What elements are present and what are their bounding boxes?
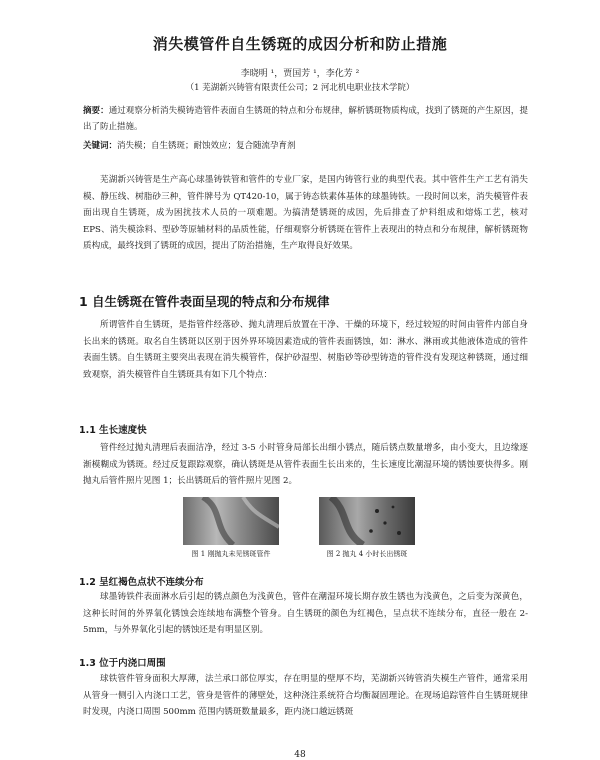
subsection-1-2-paragraph: 球墨铸铁件表面淋水后引起的锈点颜色为浅黄色，管件在潮湿环境长期存放生锈也为浅黄色，之后变为深黄色，这种长时间的外界氧化锈蚀会连续地布满整个管身。自生锈斑的颜色为红褐色，呈点状不连续分布，直径一般在 2-5mm，与外界氧化引起的锈蚀还是有明显区别。 bbox=[83, 592, 528, 635]
abstract-label: 摘要： bbox=[83, 106, 109, 116]
abstract bbox=[83, 103, 528, 135]
affiliation: （1 芜湖新兴铸管有限责任公司；2 河北机电职业技术学院） bbox=[185, 83, 415, 93]
page-number: 48 bbox=[294, 750, 306, 760]
figure-2-photo bbox=[319, 497, 415, 545]
author-list: 李晓明 ¹，贾国芳 ¹，李化芳 ² bbox=[240, 69, 360, 79]
subsection-1-1-paragraph: 管件经过抛丸清理后表面洁净，经过 3-5 小时管身局部长出细小锈点，随后锈点数量增多，由小变大，且边缘逐渐模糊成为锈斑。经过反复跟踪观察，确认锈斑是从管件表面生长出来的，生长速度比潮湿环境的锈蚀要快得多。刚抛丸后管件照片见图 1；长出锈斑后的管件照片见图 2。 bbox=[83, 443, 528, 486]
keywords-text: 消失模；自生锈斑；耐蚀效应；复合随流孕育剂 bbox=[117, 141, 296, 151]
subsection-1-3-heading: 1.3 位于内浇口周围 bbox=[79, 658, 166, 669]
intro-paragraph: 芜湖新兴铸管是生产高心球墨铸铁管和管件的专业厂家，是国内铸管行业的典型代表。其中管件生产工艺有消失模、静压线、树脂砂三种，管件牌号为 QT420-10，属于铸态铁素体基体的球墨铸铁。一段时间以来，消失模管件表面出现自生锈斑，成为困扰技术人员的一项难题。为搞清楚锈斑的成因，先后排查了炉料组成和熔炼工艺，核对 EPS、消失模涂料、型砂等原辅材料的品质性能，仔细观察分析锈斑在管件上表现出的特点和分布规律，解析锈斑物质构成，最终找到了锈斑的成因，提出了防治措施，生产取得良好效果。 bbox=[83, 175, 528, 251]
keywords-label: 关键词： bbox=[83, 141, 118, 151]
subsection-1-1-heading: 1.1 生长速度快 bbox=[79, 425, 147, 436]
figure-2-caption: 图 2 抛丸 4 小时长出锈斑 bbox=[326, 550, 408, 558]
keywords bbox=[83, 138, 528, 155]
figure-1-caption: 图 1 刚抛丸未见锈斑管件 bbox=[191, 550, 271, 558]
abstract-text: 通过观察分析消失模铸造管件表面自生锈斑的特点和分布规律，解析锈斑物质构成，找到了锈斑的产生原因，提出了防止措施。 bbox=[83, 106, 528, 132]
paper-title: 消失模管件自生锈斑的成因分析和防止措施 bbox=[152, 35, 448, 53]
figure-1-photo bbox=[183, 497, 279, 545]
section-1-heading: 1 自生锈斑在管件表面呈现的特点和分布规律 bbox=[79, 294, 330, 309]
section-1-paragraph: 所谓管件自生锈斑，是指管件经落砂、抛丸清理后放置在干净、干燥的环境下，经过较短的时间由管件内部自身长出来的锈斑。取名自生锈斑以区别于因外界环境因素造成的管件表面锈蚀，如：淋水、淋雨或其他液体造成的管件表面生锈。自生锈斑主要突出表现在消失模管件，保护砂湿型、树脂砂等砂型铸造的管件没有发现这种锈斑，通过细致观察，消失模管件自生锈斑具有如下几个特点： bbox=[83, 320, 528, 380]
subsection-1-2-heading: 1.2 呈红褐色点状不连续分布 bbox=[79, 577, 204, 588]
subsection-1-3-paragraph: 球铁管件管身面积大厚薄，法兰承口部位厚实，存在明显的壁厚不均，芜湖新兴铸管消失模生产管件，通常采用从管身一侧引入内浇口工艺，管身是管件的薄壁处，这种浇注系统符合均衡凝固理论。在现场追踪管件自生锈斑规律时发现，内浇口周围 500mm 范围内锈斑数量最多，距内浇口越远锈斑 bbox=[83, 674, 528, 717]
